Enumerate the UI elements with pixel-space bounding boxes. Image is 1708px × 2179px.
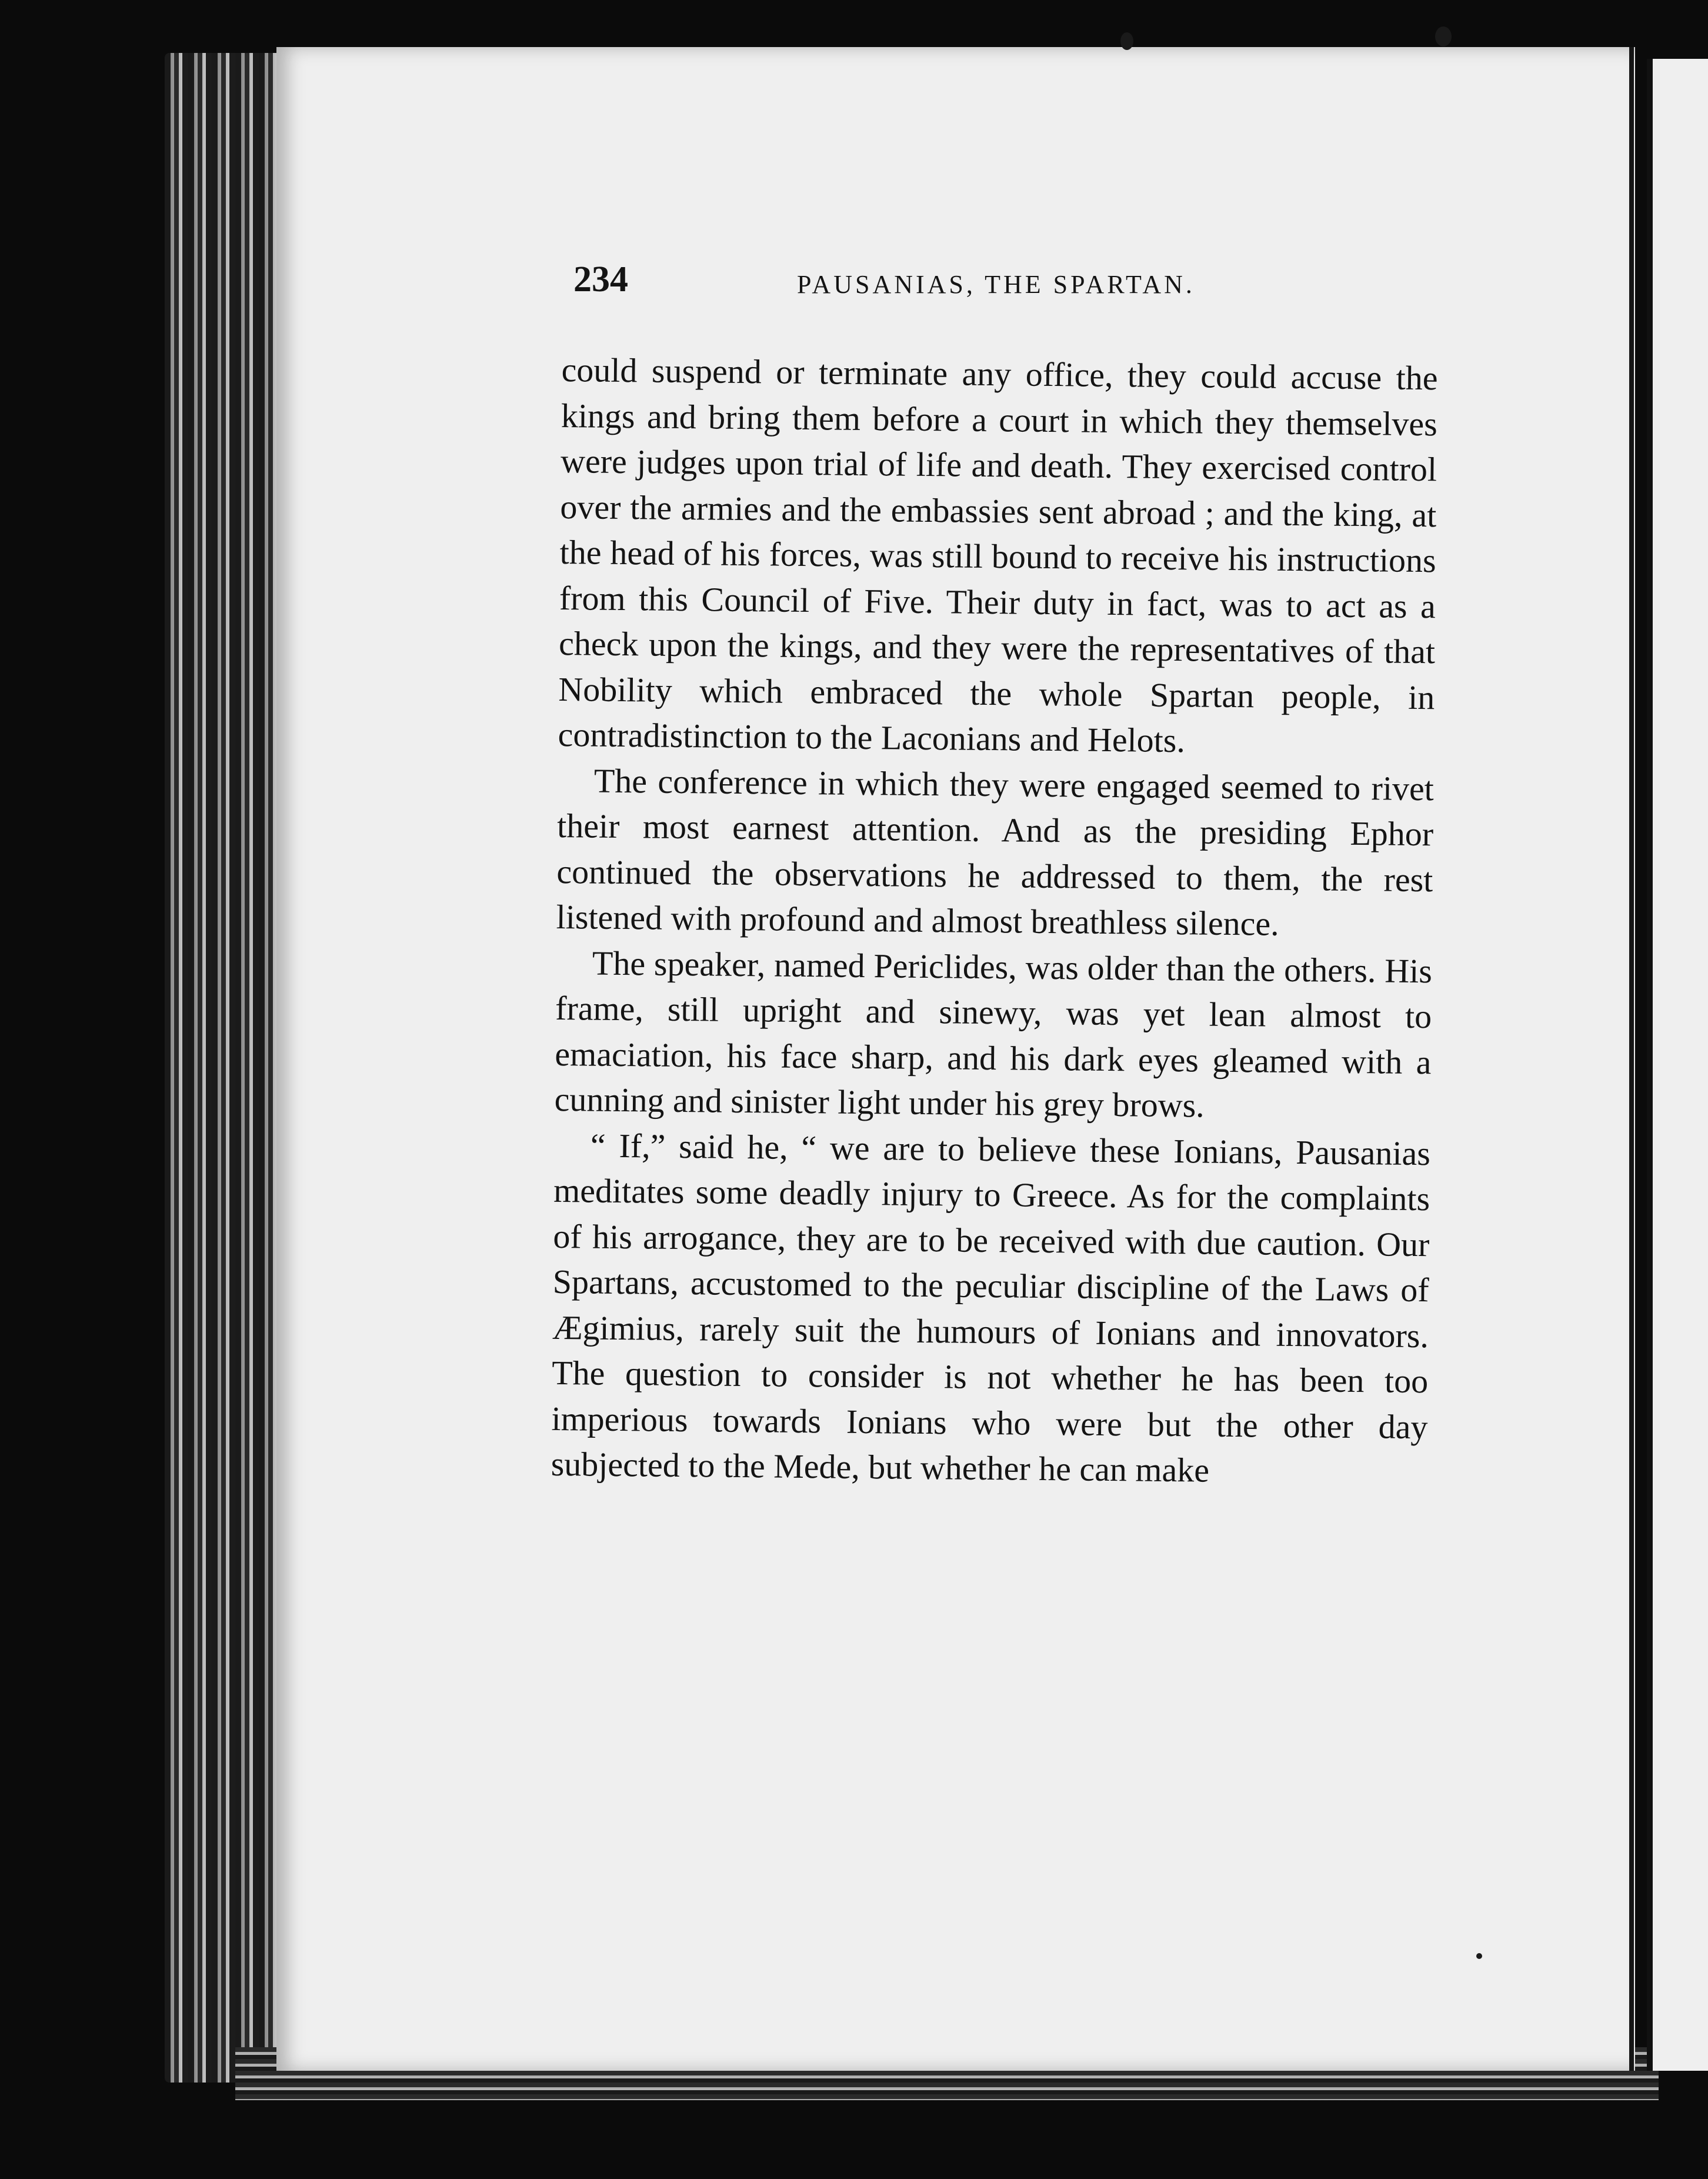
facing-page-edge xyxy=(1647,59,1708,2071)
paragraph-4: “ If,” said he, “ we are to believe these Ionians, Pausanias meditates some deadly injury to Greece. As for the complaints of his arrogance, they are to be received with due caution. Our Spartans, accustomed to the peculiar discipline of the Laws of Ægimius, rarely suit the humours of Ionians and innovators. The question to consider is not whether he has been too imperious towards Ionians who were but the other day subjected to the Mede, but whether he can make xyxy=(551,1126,1431,1490)
body-text xyxy=(551,347,1438,1495)
page-number: 234 xyxy=(573,259,628,299)
scan-speck xyxy=(1120,32,1133,50)
scan-speck xyxy=(1435,26,1452,46)
scan-speck xyxy=(1476,1953,1482,1959)
running-title: PAUSANIAS, THE SPARTAN. xyxy=(797,270,1195,299)
running-head xyxy=(573,259,1444,306)
page-gutter xyxy=(1629,47,1634,2071)
paragraph-3: The speaker, named Periclides, was older than the others. His frame, still upright and sinewy, was yet lean almost to emaciation, his face sharp, and his dark eyes gleamed with a cunning and sinister light under his grey brows. xyxy=(554,944,1433,1125)
page-edges-left xyxy=(165,53,288,2083)
paragraph-2: The conference in which they were engaged seemed to rivet their most earnest attention. And as the presiding Ephor continued the observations he addressed to them, the rest listened with profound and almost breathless silence. xyxy=(556,761,1435,943)
paragraph-1: could suspend or terminate any office, they could accuse the kings and bring them before a court in which they themselves were judges upon trial of life and death. They exercised control over the armies and the embassies sent abroad ; and the king, at the head of his forces, was still bound to receive his instructions from this Council of Five. Their duty in fact, was to act as a check upon the kings, and they were the representatives of that Nobility which embraced the whole Spartan people, in contradistinction to the Laconians and Helots. xyxy=(558,350,1438,760)
